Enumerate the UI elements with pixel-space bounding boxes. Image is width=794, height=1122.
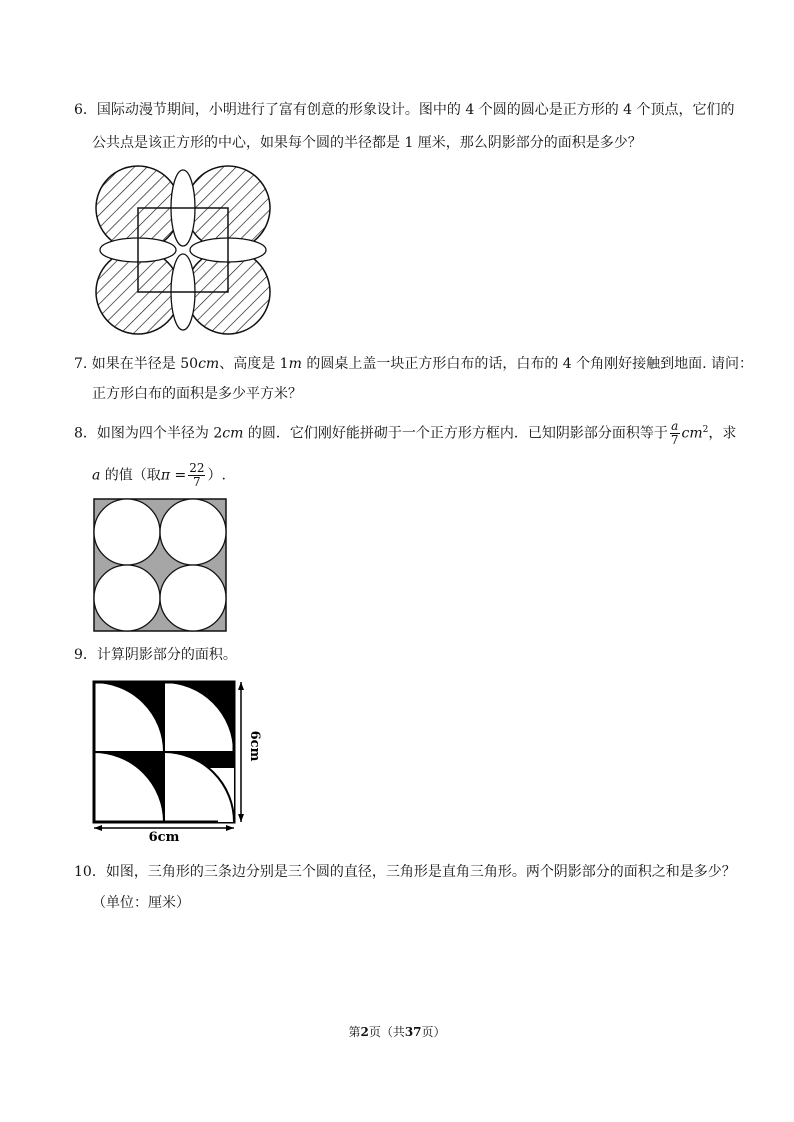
q8-line2-text: 的值（取 — [100, 467, 161, 484]
q9-quarter-circles-figure — [88, 676, 262, 846]
q7-line1 — [74, 354, 753, 374]
q8-line2 — [92, 462, 226, 489]
q8-pi-den: 7 — [193, 475, 201, 489]
q8-circle — [94, 499, 160, 565]
q8-circle — [94, 565, 160, 631]
footer-total: 37 — [404, 1025, 422, 1039]
q7-height-unit: m — [288, 356, 302, 372]
q8-suffix: ，求 — [708, 425, 737, 442]
q8-pi-num: 22 — [189, 461, 205, 475]
q6-line2: 公共点是该正方形的中心，如果每个圆的半径都是 1 厘米，那么阴影部分的面积是多少？ — [92, 135, 642, 151]
q6-four-circles-figure — [90, 160, 280, 345]
q7-line2: 正方形白布的面积是多少平方米？ — [92, 386, 302, 402]
q7-height: 1 — [279, 356, 289, 372]
footer-suffix: 页） — [421, 1025, 446, 1039]
q8-pi: π = — [160, 467, 187, 484]
q9-label-bottom: 6cm — [148, 830, 180, 845]
q9-text: 9．计算阴影部分的面积。 — [74, 647, 237, 663]
q7-suffix: 的圆桌上盖一块正方形白布的话，白布的 4 个角刚好接触到地面. 请问： — [301, 356, 754, 372]
footer-prefix: 第 — [348, 1025, 361, 1039]
q7-radius-unit: cm — [198, 356, 220, 372]
footer-page: 2 — [360, 1025, 369, 1039]
q8-prefix: 8．如图为四个半径为 — [74, 425, 214, 442]
q8-radius-unit: cm — [222, 425, 244, 442]
q8-line1 — [74, 420, 736, 447]
q8-frac-den: 7 — [670, 433, 679, 448]
q9-label-right: 6cm — [247, 730, 262, 762]
q8-area-fraction — [670, 420, 680, 447]
page-footer — [0, 1023, 794, 1040]
footer-middle: 页（共 — [368, 1025, 405, 1039]
q8-four-circles-in-square-figure — [92, 497, 228, 633]
q8-circle — [160, 499, 226, 565]
q7-middle: 、高度是 — [219, 356, 280, 372]
q8-middle: 的圆．它们刚好能拼砌于一个正方形方框内．已知阴影部分面积等于 — [243, 425, 668, 442]
q8-pi-fraction — [188, 462, 205, 489]
q8-circle — [160, 565, 226, 631]
q8-var-a: a — [92, 467, 101, 484]
q7-prefix: 7. 如果在半径是 — [74, 356, 181, 372]
q7-radius: 50 — [180, 356, 199, 372]
q8-frac-num: a — [671, 419, 679, 434]
q6-line1: 6．国际动漫节期间，小明进行了富有创意的形象设计。图中的 4 个圆的圆心是正方形的 4 个顶点，它们的 — [74, 102, 735, 118]
q10-line1: 10．如图，三角形的三条边分别是三个圆的直径，三角形是直角三角形。两个阴影部分的面积之和是多少？ — [74, 864, 736, 880]
q10-line2: （单位：厘米） — [92, 895, 190, 911]
q8-radius: 2 — [213, 425, 223, 442]
q8-area-exp: 2 — [702, 425, 709, 435]
q8-line2-end: ）. — [207, 467, 226, 484]
q8-area-unit: cm — [681, 425, 703, 442]
